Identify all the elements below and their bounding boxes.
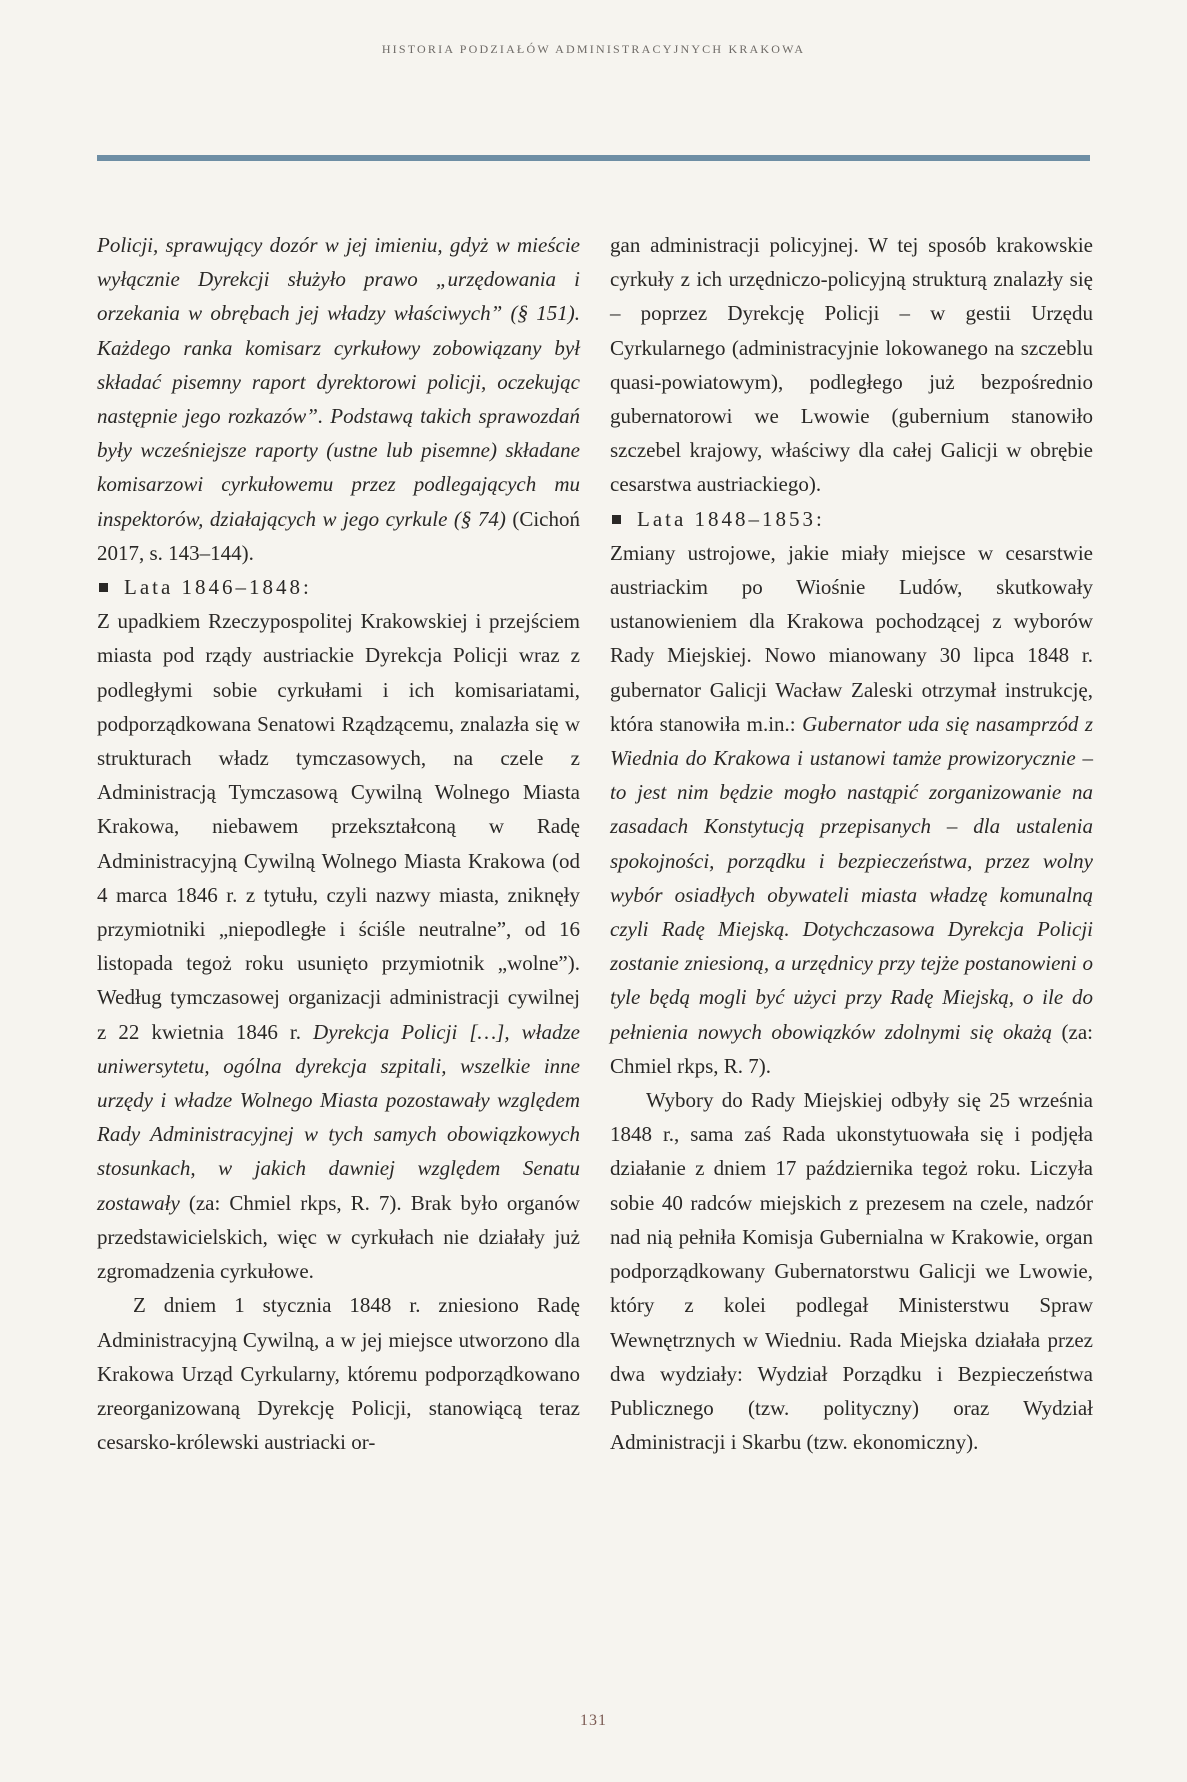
running-header: HISTORIA PODZIAŁÓW ADMINISTRACYJNYCH KRAKOWA: [381, 42, 806, 56]
citation: (za: Chmiel rkps, R. 7).: [610, 1019, 1093, 1078]
section-heading: [610, 502, 1093, 536]
square-bullet-icon: [612, 515, 621, 524]
right-column: [610, 228, 1093, 1459]
paragraph: Wybory do Rady Miejskiej odbyły się 25 września 1848 r., sama zaś Rada ukonstytuowała się i podjęła działanie z dniem 17 października tegoż roku. Liczyła sobie 40 radców miejskich z prezesem na czele, nadzór nad nią pełniła Komisja Gubernialna w Krakowie, organ podporządkowany Gubernatorstwu Galicji we Lwowie, który z kolei podlegał Ministerstwu Spraw Wewnętrznych w Wiedniu. Rada Miejska działała przez dwa wydziały: Wydział Porządku i Bezpieczeństwa Publicznego (tzw. polityczny) oraz Wydział Administracji i Skarbu (tzw. ekonomiczny).: [610, 1088, 1093, 1455]
square-bullet-icon: [99, 583, 108, 592]
header-rule: [97, 155, 1090, 161]
paragraph: gan administracji policyjnej. W tej sposób krakowskie cyrkuły z ich urzędniczo-policyjną strukturą znalazły się – poprzez Dyrekcję Policji – w gestii Urzędu Cyrkularnego (administracyjnie lokowanego na szczeblu quasi-powiatowym), podległego już bezpośrednio gubernatorowi we Lwowie (gubernium stanowiło szczebel krajowy, właściwy dla całej Galicji w obrębie cesarstwa austriackiego).: [610, 233, 1093, 497]
paragraph: [97, 604, 580, 1288]
page-number: 131: [580, 1712, 607, 1729]
citation: (za: Chmiel rkps, R. 7). Brak było organów przedstawicielskich, więc w cyrkułach nie działały już zgromadzenia cyrkułowe.: [97, 1190, 580, 1284]
paragraph: [97, 228, 580, 570]
paragraph-text: Z upadkiem Rzeczypospolitej Krakowskiej i przejściem miasta pod rządy austriackie Dyrekcja Policji wraz z podległymi sobie cyrkułami i ich komisariatami, podporządkowana Senatowi Rządzącemu, znalazła się w strukturach władz tymczasowych, na czele z Administracją Tymczasową Cywilną Wolnego Miasta Krakowa, niebawem przekształconą w Radę Administracyjną Cywilną Wolnego Miasta Krakowa (od 4 marca 1846 r. z tytułu, czyli nazwy miasta, zniknęły przymiotniki „niepodległe i ściśle neutralne”, od 16 listopada tegoż roku usunięto przymiotnik „wolne”). Według tymczasowej organizacji administracji cywilnej z 22 kwietnia 1846 r.: [97, 609, 580, 1044]
italic-quote: Dyrekcja Policji […], władze uniwersytetu, ogólna dyrekcja szpitali, wszelkie inne urzędy i władze Wolnego Miasta pozostawały względem Rady Administracyjnej w tych samych obowiązkowych stosunkach, w jakich dawniej względem Senatu zostawały: [97, 1019, 581, 1215]
paragraph: Z dniem 1 stycznia 1848 r. zniesiono Radę Administracyjną Cywilną, a w jej miejsce utworzono dla Krakowa Urząd Cyrkularny, któremu podporządkowano zreorganizowaną Dyrekcję Policji, stanowiącą teraz cesarsko-królewski austriacki or-: [97, 1293, 580, 1455]
section-heading-text: Lata 1846–1848:: [124, 575, 312, 600]
paragraph-text: Zmiany ustrojowe, jakie miały miejsce w cesarstwie austriackim po Wiośnie Ludów, skutkowały ustanowieniem dla Krakowa pochodzącej z wyborów Rady Miejskiej. Nowo mianowany 30 lipca 1848 r. gubernator Galicji Wacław Zaleski otrzymał instrukcję, która stanowiła m.in.:: [610, 540, 1093, 736]
italic-quote: Gubernator uda się nasamprzód z Wiednia do Krakowa i ustanowi tamże prowizorycznie – to jest nim będzie mogło nastąpić zorganizowanie na zasadach Konstytucją przepisanych – dla ustalenia spokojności, porządku i bezpieczeństwa, przez wolny wybór osiadłych obywateli miasta władzę komunalną czyli Radę Miejską. Dotychczasowa Dyrekcja Policji zostanie zniesioną, a urzędnicy przy tejże postanowieni o tyle będą mogli być użyci przy Radę Miejską, o ile do pełnienia nowych obowiązków zdolnymi się okażą: [610, 711, 1093, 1044]
citation: (Cichoń 2017, s. 143–144).: [97, 506, 581, 565]
left-column: [97, 228, 580, 1459]
italic-quote: Policji, sprawujący dozór w jej imieniu, gdyż w mieście wyłącznie Dyrekcji służyło prawo „urzędowania i orzekania w obrębach jej władzy właściwych” (§ 151). Każdego ranka komisarz cyrkułowy zobowiązany był składać pisemny raport dyrektorowi policji, oczekując następnie jego rozkazów”. Podstawą takich sprawozdań były wcześniejsze raporty (ustne lub pisemne) składane komisarzowi cyrkułowemu przez podlegających mu inspektorów, działających w jego cyrkule (§ 74): [97, 233, 580, 531]
section-heading: [97, 570, 580, 604]
paragraph: [610, 536, 1093, 1083]
section-heading-text: Lata 1848–1853:: [637, 506, 825, 531]
